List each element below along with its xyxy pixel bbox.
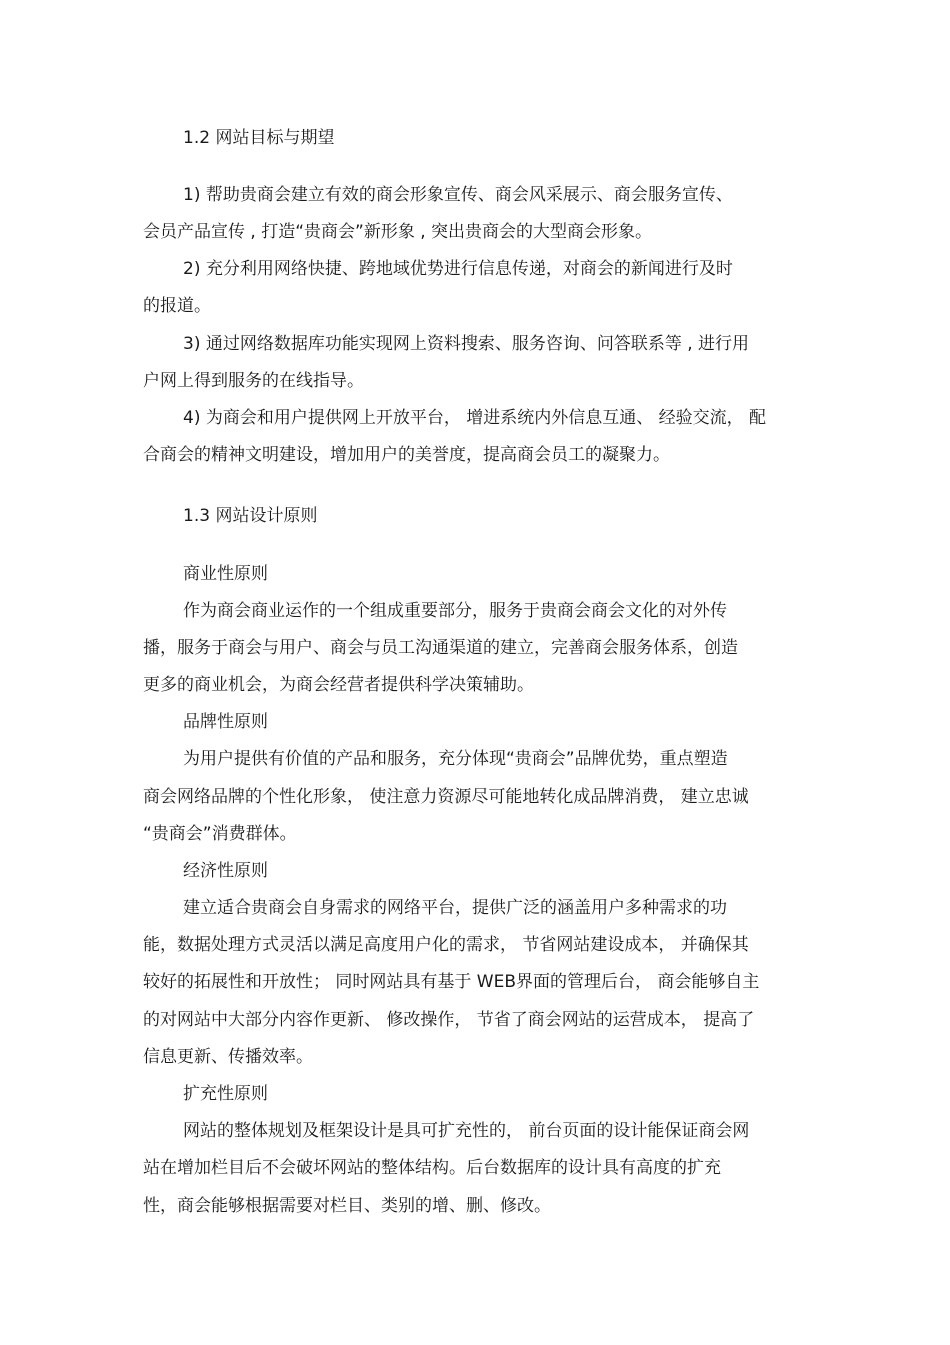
paragraph-line: 3) 通过网络数据库功能实现网上资料搜索、服务咨询、问答联系等 , 进行用 xyxy=(183,334,750,354)
paragraph-line: 合商会的精神文明建设，增加用户的美誉度，提高商会员工的凝聚力。 xyxy=(143,445,670,465)
paragraph-line: 作为商会商业运作的一个组成重要部分，服务于贵商会商会文化的对外传 xyxy=(183,601,727,621)
paragraph-line: “贵商会”消费群体。 xyxy=(143,824,297,844)
paragraph-line: 更多的商业机会，为商会经营者提供科学决策辅助。 xyxy=(143,675,534,695)
paragraph-line: 1) 帮助贵商会建立有效的商会形象宣传、商会风采展示、商会服务宣传、 xyxy=(183,185,733,205)
paragraph-line: 能，数据处理方式灵活以满足高度用户化的需求， 节省网站建设成本， 并确保其 xyxy=(143,935,749,955)
subsection-title-economy: 经济性原则 xyxy=(183,861,268,881)
section-heading-1-3: 1.3 网站设计原则 xyxy=(183,506,318,526)
paragraph-line: 的对网站中大部分内容作更新、 修改操作， 节省了商会网站的运营成本， 提高了 xyxy=(143,1010,755,1030)
subsection-title-commercial: 商业性原则 xyxy=(183,564,268,584)
paragraph-line: 会员产品宣传 , 打造“贵商会”新形象 , 突出贵商会的大型商会形象。 xyxy=(143,222,653,242)
paragraph-line: 性，商会能够根据需要对栏目、类别的增、删、修改。 xyxy=(143,1196,551,1216)
subsection-title-brand: 品牌性原则 xyxy=(183,712,268,732)
paragraph-line: 建立适合贵商会自身需求的网络平台，提供广泛的涵盖用户多种需求的功 xyxy=(183,898,727,918)
paragraph-line: 2) 充分利用网络快捷、跨地域优势进行信息传递，对商会的新闻进行及时 xyxy=(183,259,733,279)
paragraph-line: 站在增加栏目后不会破坏网站的整体结构。后台数据库的设计具有高度的扩充 xyxy=(143,1158,721,1178)
paragraph-line: 播，服务于商会与用户、商会与员工沟通渠道的建立，完善商会服务体系，创造 xyxy=(143,638,738,658)
paragraph-line: 较好的拓展性和开放性； 同时网站具有基于 WEB界面的管理后台， 商会能够自主 xyxy=(143,972,760,992)
subsection-title-expand: 扩充性原则 xyxy=(183,1084,268,1104)
paragraph-line: 商会网络品牌的个性化形象， 使注意力资源尽可能地转化成品牌消费， 建立忠诚 xyxy=(143,787,749,807)
paragraph-line: 的报道。 xyxy=(143,296,211,316)
paragraph-line: 为用户提供有价值的产品和服务，充分体现“贵商会”品牌优势，重点塑造 xyxy=(183,749,728,769)
paragraph-line: 4) 为商会和用户提供网上开放平台， 增进系统内外信息互通、 经验交流， 配 xyxy=(183,408,767,428)
section-heading-1-2: 1.2 网站目标与期望 xyxy=(183,128,335,148)
paragraph-line: 户网上得到服务的在线指导。 xyxy=(143,371,364,391)
paragraph-line: 信息更新、传播效率。 xyxy=(143,1047,313,1067)
paragraph-line: 网站的整体规划及框架设计是具可扩充性的， 前台页面的设计能保证商会网 xyxy=(183,1121,750,1141)
